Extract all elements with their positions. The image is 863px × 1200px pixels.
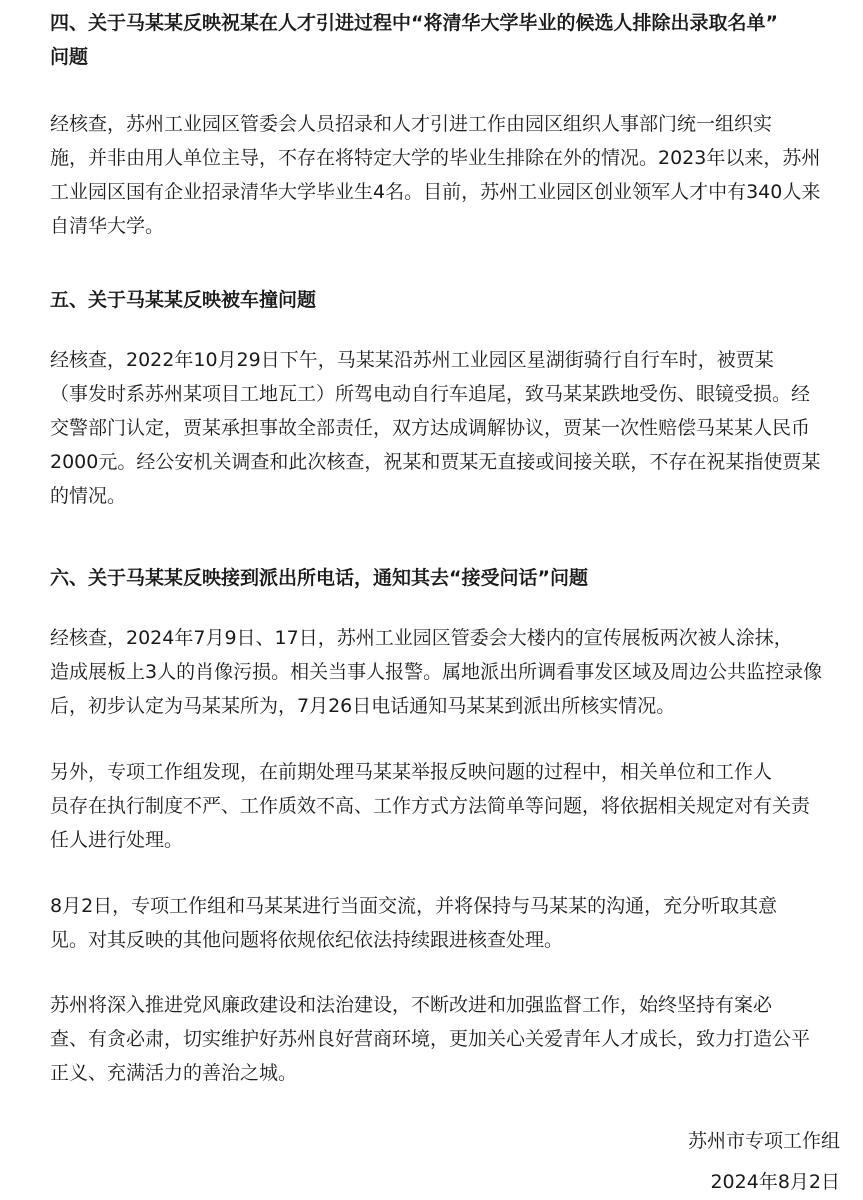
text-line: 五、关于马某某反映被车撞问题 (50, 289, 317, 311)
text-line: （事发时系苏州某项目工地瓦工）所驾电动自行车追尾，致马某某跌地受伤、眼镜受损。经 (50, 383, 811, 405)
text-line: 经核查，苏州工业园区管委会人员招录和人才引进工作由园区组织人事部门统一组织实 (50, 113, 773, 135)
paragraph-additional (50, 755, 840, 857)
section-heading-5 (50, 283, 840, 317)
signature-date: 2024年8月2日 (710, 1171, 840, 1193)
text-line: 任人进行处理。 (50, 829, 184, 851)
text-line: 的情况。 (50, 485, 127, 507)
paragraph-section-5 (50, 343, 840, 513)
paragraph-section-4 (50, 107, 840, 243)
text-line: 查、有贪必肃，切实维护好苏州良好营商环境，更加关心关爱青年人才成长，致力打造公平 (50, 1028, 811, 1050)
text-line: 8月2日，专项工作组和马某某进行当面交流，并将保持与马某某的沟通，充分听取其意 (50, 895, 778, 917)
text-line: 后，初步认定为马某某所为，7月26日电话通知马某某到派出所核实情况。 (50, 695, 676, 717)
text-line: 四、关于马某某反映祝某在人才引进过程中“将清华大学毕业的候选人排除出录取名单” (50, 12, 778, 34)
text-line: 2000元。经公安机关调查和此次核查，祝某和贾某无直接或间接关联，不存在祝某指使贾某 (50, 451, 821, 473)
text-line: 正义、充满活力的善治之城。 (50, 1062, 298, 1084)
text-line: 见。对其反映的其他问题将依规依纪依法持续跟进核查处理。 (50, 929, 564, 951)
text-line: 造成展板上3人的肖像污损。相关当事人报警。属地派出所调看事发区域及周边公共监控录像 (50, 661, 823, 683)
text-line: 六、关于马某某反映接到派出所电话，通知其去“接受问话”问题 (50, 567, 588, 589)
paragraph-closing (50, 988, 840, 1090)
paragraph-exchange (50, 889, 840, 957)
text-line: 交警部门认定，贾某承担事故全部责任，双方达成调解协议，贾某一次性赔偿马某某人民币 (50, 417, 811, 439)
paragraph-section-6 (50, 621, 840, 723)
text-line: 苏州将深入推进党风廉政建设和法治建设，不断改进和加强监督工作，始终坚持有案必 (50, 994, 773, 1016)
text-line: 工业园区国有企业招录清华大学毕业生4名。目前，苏州工业园区创业领军人才中有340人来 (50, 181, 821, 203)
text-line: 员存在执行制度不严、工作质效不高、工作方式方法简单等问题，将依据相关规定对有关责 (50, 795, 811, 817)
text-line: 自清华大学。 (50, 215, 165, 237)
text-line: 施，并非由用人单位主导，不存在将特定大学的毕业生排除在外的情况。2023年以来，苏州 (50, 147, 821, 169)
text-line: 另外，专项工作组发现，在前期处理马某某举报反映问题的过程中，相关单位和工作人 (50, 761, 773, 783)
text-line: 经核查，2024年7月9日、17日，苏州工业园区管委会大楼内的宣传展板两次被人涂抹， (50, 627, 793, 649)
section-heading-6 (50, 561, 840, 595)
signature-organization: 苏州市专项工作组 (687, 1130, 840, 1152)
text-line: 经核查，2022年10月29日下午，马某某沿苏州工业园区星湖街骑行自行车时，被贾某 (50, 349, 774, 371)
section-heading-4 (50, 6, 840, 74)
text-line: 问题 (50, 46, 89, 68)
